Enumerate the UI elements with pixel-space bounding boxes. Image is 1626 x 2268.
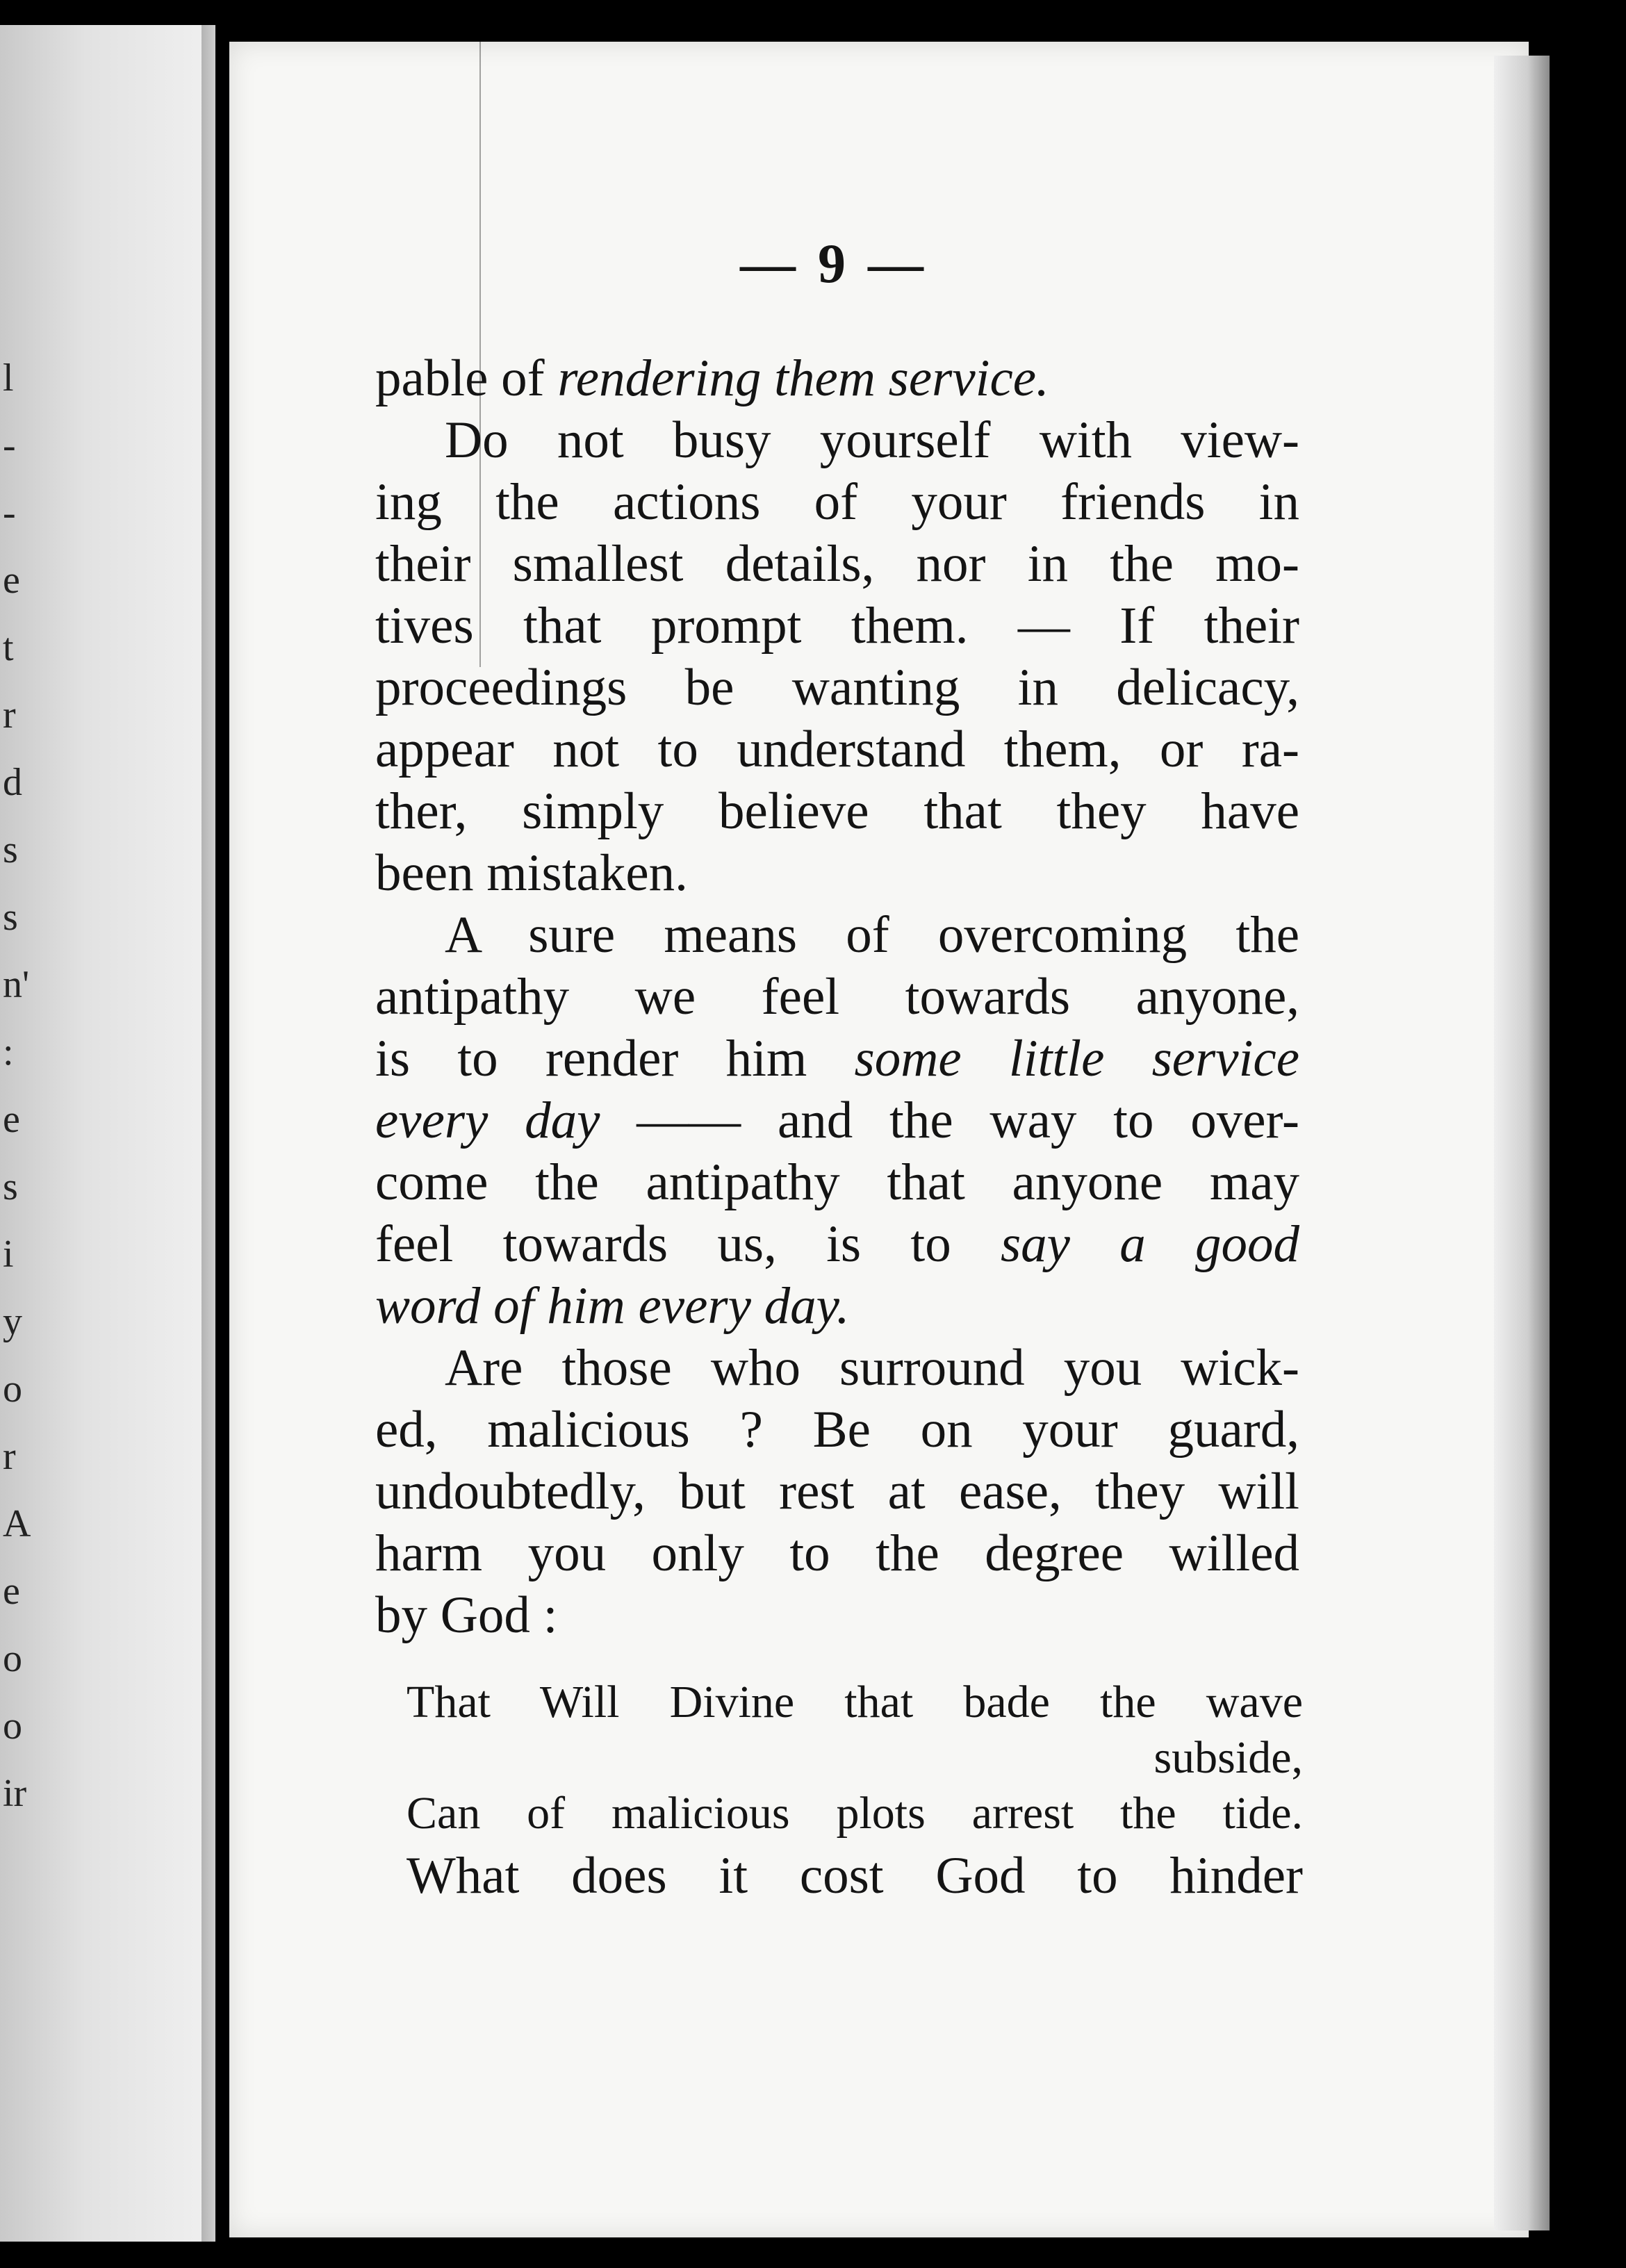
text-line: proceedings be wanting in delicacy,: [375, 659, 1299, 716]
facing-page-glyph: -: [3, 424, 16, 467]
facing-page-glyph: -: [3, 491, 16, 534]
italic-run: some little service: [854, 1030, 1299, 1087]
facing-page-glyph: A: [3, 1502, 31, 1545]
italic-run: every day: [375, 1092, 600, 1149]
facing-page-glyph: n': [3, 963, 30, 1006]
text-line: by God :: [375, 1586, 558, 1644]
verse-line: Can of malicious plots arrest the tide.: [406, 1788, 1303, 1839]
text-line: [375, 1275, 1299, 1337]
facing-page-glyph: y: [3, 1300, 22, 1343]
facing-page-glyph: r: [3, 1435, 16, 1478]
text-line: been mistaken.: [375, 844, 688, 902]
facing-page-glyphs: [0, 25, 215, 2242]
text-line: antipathy we feel towards anyone,: [375, 968, 1299, 1026]
facing-page-glyph: ir: [3, 1772, 27, 1815]
text-line: [375, 1090, 1299, 1151]
verse-line: That Will Divine that bade the wave: [406, 1677, 1303, 1727]
page-number: — 9 —: [740, 233, 928, 295]
final-text-line: What does it cost God to hinder: [406, 1847, 1303, 1905]
page-body-text: [375, 347, 1299, 1646]
text-line: A sure means of overcoming the: [445, 906, 1299, 964]
facing-page-glyph: r: [3, 693, 16, 737]
facing-page-glyph: :: [3, 1030, 14, 1074]
facing-page-glyph: i: [3, 1233, 14, 1276]
facing-page-glyph: o: [3, 1637, 22, 1680]
page-edge: [1494, 56, 1550, 2230]
text-line: undoubtedly, but rest at ease, they will: [375, 1463, 1299, 1520]
text-line: harm you only to the degree willed: [375, 1525, 1299, 1582]
verse-quote: [406, 1675, 1303, 1841]
text-line: their smallest details, nor in the mo-: [375, 535, 1299, 593]
facing-page-glyph: s: [3, 896, 18, 939]
facing-page-glyph: e: [3, 559, 20, 602]
text-line: [375, 1213, 1299, 1275]
facing-page-glyph: l: [3, 356, 14, 400]
text-run: pable of: [375, 350, 558, 407]
facing-page-glyph: o: [3, 1367, 22, 1411]
text-line: come the antipathy that anyone may: [375, 1153, 1299, 1211]
facing-page-glyph: d: [3, 761, 22, 804]
verse-line-continuation: subside,: [1153, 1732, 1303, 1783]
facing-page-glyph: o: [3, 1704, 22, 1748]
italic-run: rendering them service.: [557, 350, 1049, 407]
facing-page-glyph: s: [3, 1165, 18, 1208]
text-line: ed, malicious ? Be on your guard,: [375, 1401, 1299, 1458]
text-line: Are those who surround you wick-: [445, 1339, 1299, 1397]
text-line: ther, simply believe that they have: [375, 782, 1299, 840]
facing-page-glyph: e: [3, 1570, 20, 1613]
text-line: tives that prompt them. — If their: [375, 597, 1299, 655]
text-run: is to render him: [375, 1030, 855, 1087]
italic-run: say a good: [1000, 1215, 1299, 1273]
text-line: [375, 1028, 1299, 1090]
text-line: [375, 347, 1299, 409]
facing-page-strip: [0, 25, 215, 2242]
facing-page-glyph: e: [3, 1098, 20, 1141]
text-run: —— and the way to over-: [600, 1092, 1299, 1149]
italic-run: word of him every day.: [375, 1277, 850, 1335]
text-line: ing the actions of your friends in: [375, 473, 1299, 531]
facing-page-glyph: s: [3, 828, 18, 871]
text-line: appear not to understand them, or ra-: [375, 721, 1299, 778]
facing-page-glyph: t: [3, 626, 14, 669]
text-run: feel towards us, is to: [375, 1215, 1001, 1273]
text-line: Do not busy yourself with view-: [445, 411, 1299, 469]
